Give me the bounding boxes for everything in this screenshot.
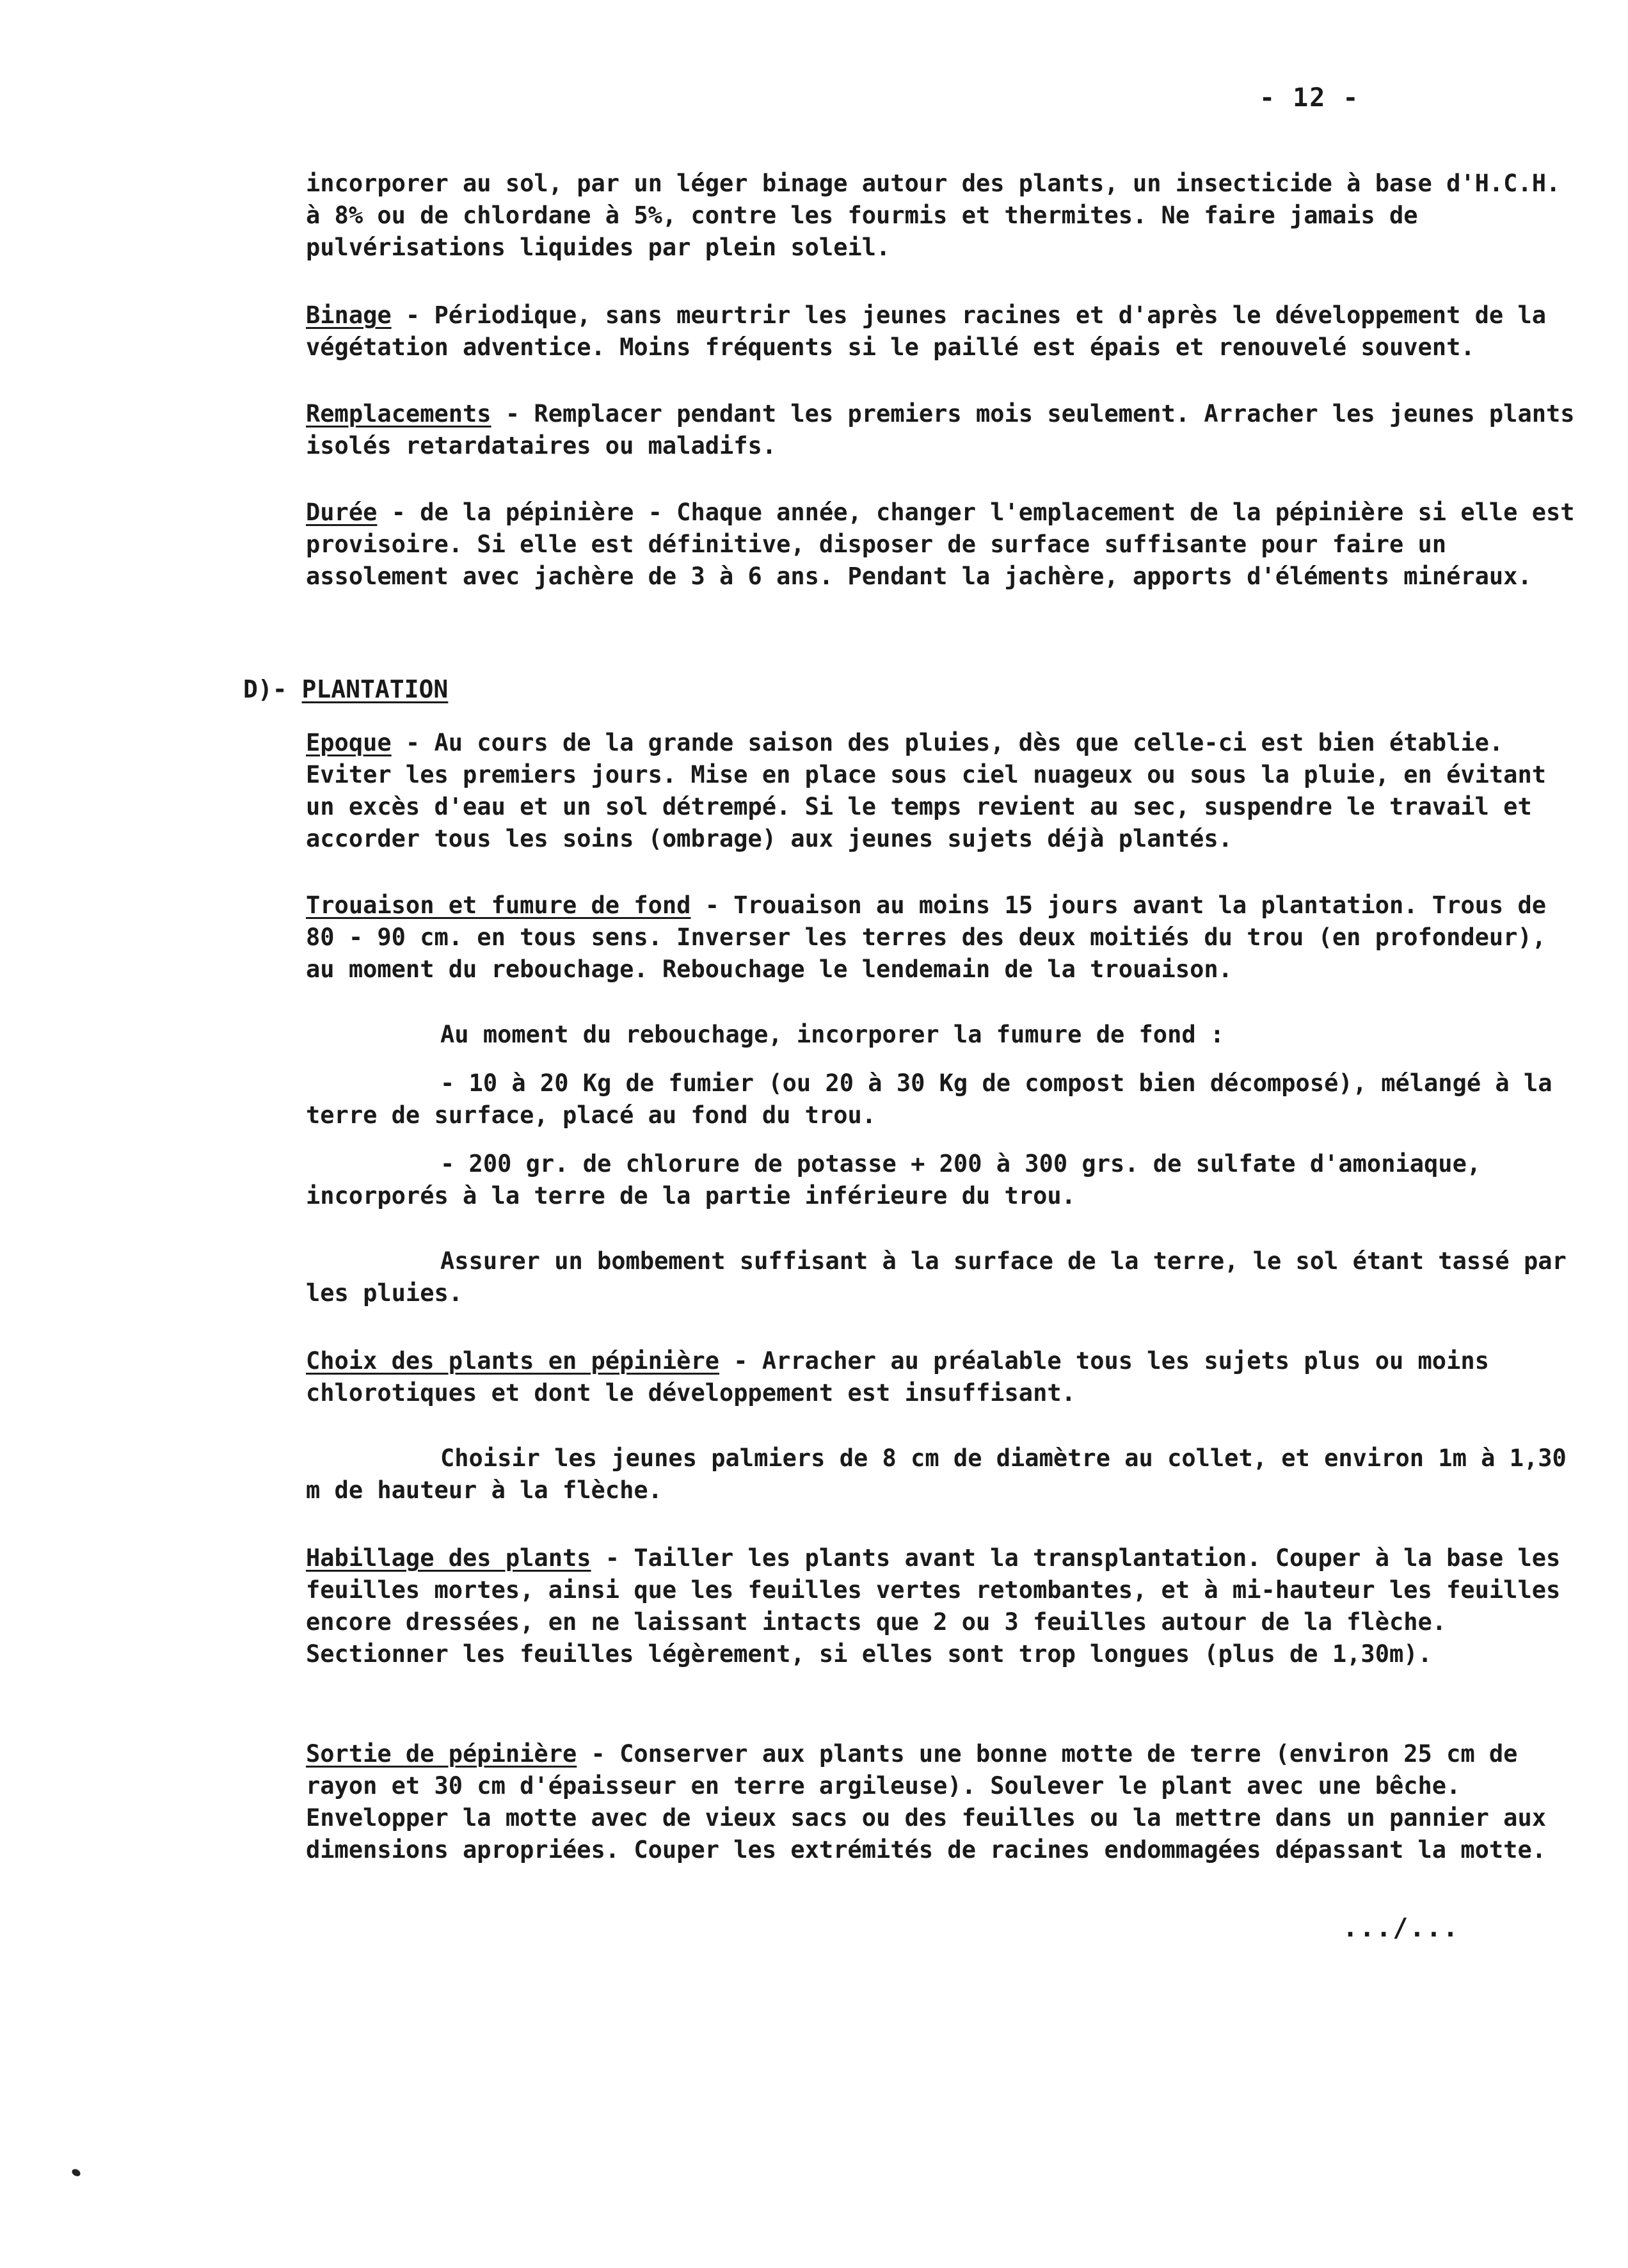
text-sortie: - Conserver aux plants une bonne motte de terre (environ 25 cm de rayon et 30 cm d'épaisseur en terre argileuse). Soulever le plant avec une bêche. Envelopper la motte avec de vieux sacs ou des feuilles ou la mettre dans un pannier aux dimensions apropriées. Couper les extrémités de racines endommagées dépassant la motte.	[306, 1740, 1547, 1864]
paragraph-duree	[306, 497, 1579, 593]
heading-binage: Binage	[306, 301, 392, 329]
section-prefix: D)-	[243, 675, 302, 703]
scan-speck	[70, 2168, 81, 2178]
heading-epoque: Epoque	[306, 729, 392, 756]
heading-habillage: Habillage des plants	[306, 1544, 591, 1572]
heading-duree: Durée	[306, 499, 378, 526]
heading-sortie: Sortie de pépinière	[306, 1740, 577, 1768]
continuation-marker: .../...	[1343, 1913, 1460, 1943]
text-epoque: - Au cours de la grande saison des pluies, dès que celle-ci est bien établie. Eviter les premiers jours. Mise en place sous ciel nuageux ou sous la pluie, en évitant un excès d'eau et un sol détrempé. Si le temps revient au sec, suspendre le travail et accorder tous les soins (ombrage) aux jeunes sujets déjà plantés.	[306, 729, 1547, 852]
paragraph-assurer: Assurer un bombement suffisant à la surface de la terre, le sol étant tassé par les pluies.	[306, 1247, 1567, 1307]
paragraph-insecticide: incorporer au sol, par un léger binage autour des plants, un insecticide à base d'H.C.H. à 8% ou de chlordane à 5%, contre les fourmis et thermites. Ne faire jamais de pulvérisations liquides par plein soleil.	[306, 170, 1561, 261]
paragraph-remplacements	[306, 398, 1579, 462]
paragraph-choix	[306, 1345, 1579, 1409]
text-remplacements: - Remplacer pendant les premiers mois seulement. Arracher les jeunes plants isolés retardataires ou maladifs.	[306, 400, 1575, 459]
text-trouaison: - Trouaison au moins 15 jours avant la plantation. Trous de 80 - 90 cm. en tous sens. Inverser les terres des deux moitiés du trou (en profondeur), au moment du rebouchage. Rebouchage le lendemain de la trouaison.	[306, 891, 1547, 983]
text-choix: - Arracher au préalable tous les sujets plus ou moins chlorotiques et dont le développement est insuffisant.	[306, 1347, 1489, 1407]
paragraph-habillage	[306, 1542, 1579, 1670]
list-item-chlorure: - 200 gr. de chlorure de potasse + 200 à 300 grs. de sulfate d'amoniaque, incorporés à la terre de la partie inférieure du trou.	[306, 1150, 1481, 1210]
paragraph-rebouchage-intro: Au moment du rebouchage, incorporer la fumure de fond :	[440, 1021, 1225, 1048]
paragraph-choisir: Choisir les jeunes palmiers de 8 cm de diamètre au collet, et environ 1m à 1,30 m de hauteur à la flèche.	[306, 1444, 1567, 1504]
paragraph-epoque	[306, 727, 1579, 855]
paragraph-trouaison	[306, 890, 1579, 986]
paragraph-sortie	[306, 1738, 1579, 1866]
list-item-fumier: - 10 à 20 Kg de fumier (ou 20 à 30 Kg de compost bien décomposé), mélangé à la terre de surface, placé au fond du trou.	[306, 1069, 1552, 1129]
text-binage: - Périodique, sans meurtrir les jeunes racines et d'après le développement de la végétation adventice. Moins fréquents si le paillé est épais et renouvelé souvent.	[306, 301, 1547, 361]
text-habillage: - Tailler les plants avant la transplantation. Couper à la base les feuilles mortes, ainsi que les feuilles vertes retombantes, et à mi-hauteur les feuilles encore dressées, en ne laissant intacts que 2 ou 3 feuilles autour de la flèche. Sectionner les feuilles légèrement, si elles sont trop longues (plus de 1,30m).	[306, 1544, 1561, 1668]
section-title: PLANTATION	[301, 675, 449, 703]
section-heading-plantation	[243, 673, 448, 705]
paragraph-binage	[306, 299, 1579, 363]
text-duree: - de la pépinière - Chaque année, changer l'emplacement de la pépinière si elle est provisoire. Si elle est définitive, disposer de surface suffisante pour faire un assolement avec jachère de 3 à 6 ans. Pendant la jachère, apports d'éléments minéraux.	[306, 499, 1575, 590]
heading-trouaison: Trouaison et fumure de fond	[306, 891, 691, 919]
heading-choix: Choix des plants en pépinière	[306, 1347, 720, 1375]
page-number: - 12 -	[1259, 83, 1360, 113]
heading-remplacements: Remplacements	[306, 400, 491, 427]
